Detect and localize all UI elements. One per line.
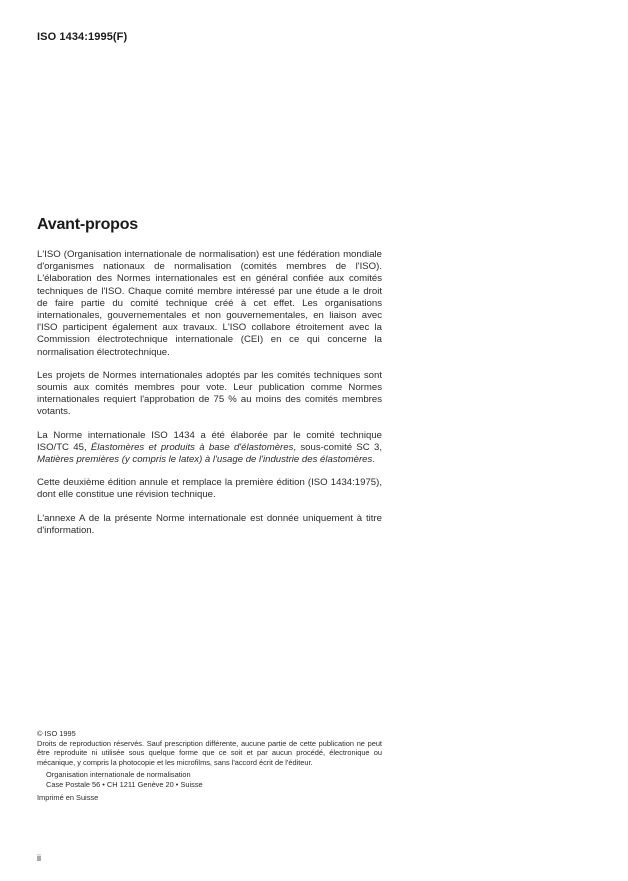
section-title: Avant-propos — [37, 216, 139, 233]
paragraph-edition: Cette deuxième édition annule et remplace la première édition (ISO 1434:1975), dont elle constitue une révision technique. — [37, 477, 382, 501]
copyright-line: © ISO 1995 — [37, 729, 76, 738]
copyright-block — [37, 729, 382, 802]
committee-title: Élastomères et produits à base d'élastomères — [90, 441, 294, 453]
foreword-body — [37, 249, 382, 548]
paragraph-committee — [37, 430, 382, 467]
paragraph-iso-description: L'ISO (Organisation internationale de normalisation) est une fédération mondiale d'organismes nationaux de normalisation (comités membres de l'ISO). L'élaboration des Normes internationales est en général confiée aux comités techniques de l'ISO. Chaque comité membre intéressé par une étude a le droit de faire partie du comité technique créé à cet effet. Les organisations internationales, gouvernementales et non gouvernementales, en liaison avec l'ISO participent également aux travaux. L'ISO collabore étroitement avec la Commission électrotechnique internationale (CEI) en ce qui concerne la normalisation électrotechnique. — [37, 249, 382, 358]
paragraph-voting: Les projets de Normes internationales adoptés par les comités techniques sont soumis aux comités membres pour vote. Leur publication comme Normes internationales requiert l'approbation de 75 % au moins des comités membres votants. — [37, 369, 382, 418]
committee-text-1: La Norme internationale ISO 1434 a été élaborée par le comité technique ISO/TC 45, — [37, 429, 382, 453]
committee-text-3: . — [372, 454, 375, 466]
page-number: ii — [37, 853, 41, 863]
copyright-org: Organisation internationale de normalisation — [46, 770, 191, 780]
copyright-printed: Imprimé en Suisse — [37, 792, 99, 802]
copyright-address: Case Postale 56 • CH 1211 Genève 20 • Suisse — [46, 779, 203, 789]
committee-text-2: , sous-comité SC 3, — [293, 441, 382, 453]
document-header-standard-id: ISO 1434:1995(F) — [37, 31, 128, 43]
subcommittee-title: Matières premières (y compris le latex) à l'usage de l'industrie des élastomères — [37, 454, 373, 466]
copyright-rights: Droits de reproduction réservés. Sauf prescription différente, aucune partie de cette publication ne peut être reproduite ni utilisée sous quelque forme que ce soit et par aucun procédé, électronique ou mécanique, y compris la photocopie et les microfilms, sans l'accord écrit de l'éditeur. — [37, 738, 382, 767]
paragraph-annex: L'annexe A de la présente Norme internationale est donnée uniquement à titre d'information. — [37, 512, 382, 536]
